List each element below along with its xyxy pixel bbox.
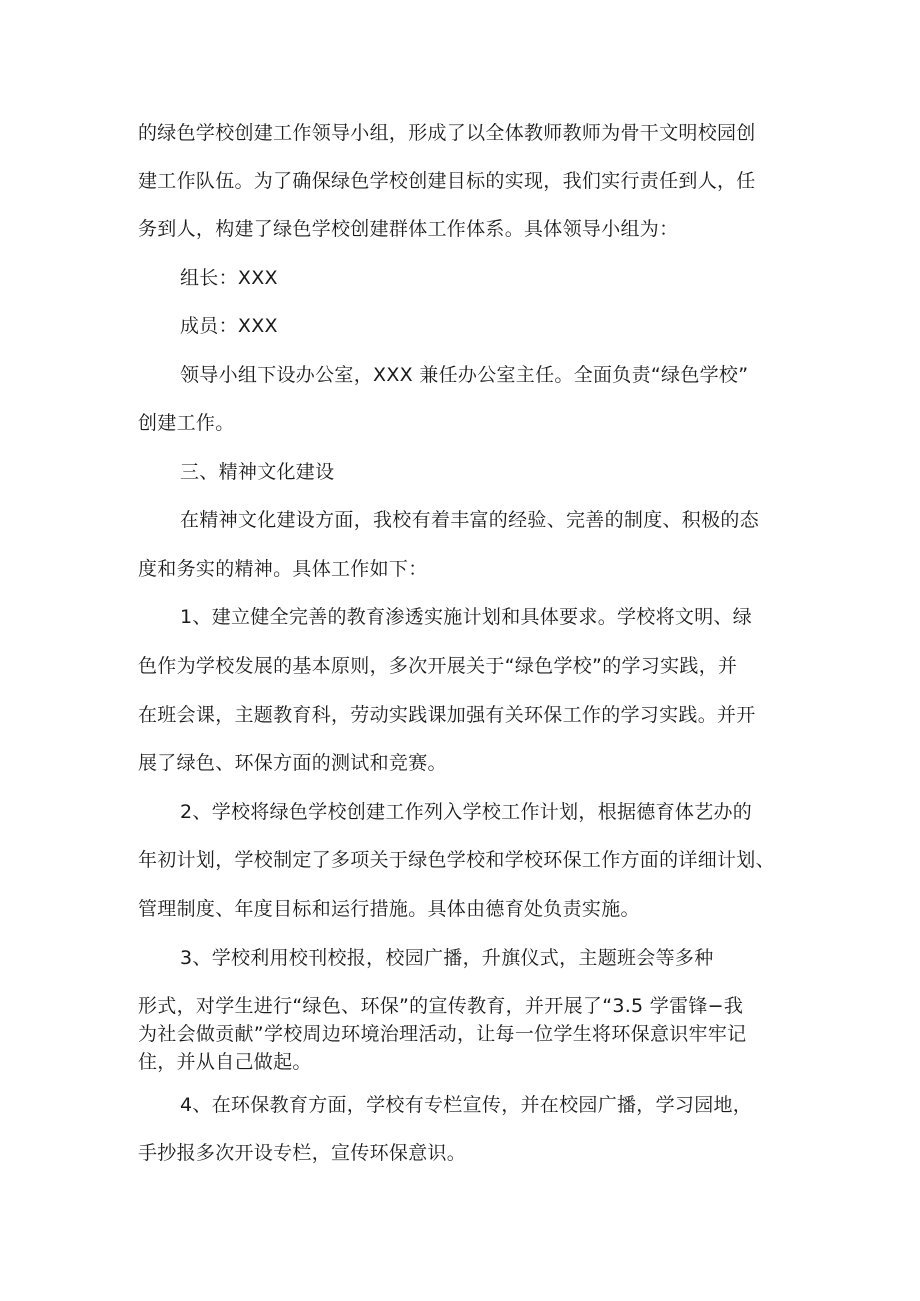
paragraph-line: 在班会课，主题教育科，劳动实践课加强有关环保工作的学习实践。并开 (138, 704, 756, 726)
paragraph-line: 展了绿色、环保方面的测试和竞赛。 (138, 752, 447, 774)
paragraph-line: 管理制度、年度目标和运行措施。具体由德育处负责实施。 (138, 898, 640, 920)
paragraph-line: 色作为学校发展的基本原则，多次开展关于“绿色学校”的学习实践，并 (138, 655, 738, 677)
paragraph-line: 住，并从自己做起。 (138, 1051, 312, 1073)
paragraph-line: 务到人，构建了绿色学校创建群体工作体系。具体领导小组为： (138, 218, 679, 240)
paragraph-line: 手抄报多次开设专栏，宣传环保意识。 (138, 1142, 467, 1164)
list-item-3: 3、学校利用校刊校报，校园广播，升旗仪式，主题班会等多种 (180, 947, 714, 969)
list-item-2: 2、学校将绿色学校创建工作列入学校工作计划，根据德育体艺办的 (180, 801, 753, 823)
paragraph-line: 度和务实的精神。具体工作如下： (138, 558, 428, 580)
list-item-4: 4、在环保教育方面，学校有专栏宣传，并在校园广播，学习园地， (180, 1094, 753, 1116)
leader-line: 组长：XXX (180, 267, 278, 289)
members-line: 成员：XXX (180, 315, 278, 337)
paragraph-line: 年初计划，学校制定了多项关于绿色学校和学校环保工作方面的详细计划、 (138, 849, 775, 871)
paragraph-line: 领导小组下设办公室，XXX 兼任办公室主任。全面负责“绿色学校” (180, 364, 749, 386)
list-item-1: 1、建立健全完善的教育渗透实施计划和具体要求。学校将文明、绿 (180, 606, 753, 628)
paragraph-line: 为社会做贡献”学校周边环境治理活动，让每一位学生将环保意识牢牢记 (138, 1023, 747, 1045)
section-heading: 三、精神文化建设 (180, 461, 335, 483)
paragraph-line: 在精神文化建设方面，我校有着丰富的经验、完善的制度、积极的态 (180, 509, 760, 531)
paragraph-line: 建工作队伍。为了确保绿色学校创建目标的实现，我们实行责任到人，任 (138, 170, 756, 192)
paragraph-line: 的绿色学校创建工作领导小组，形成了以全体教师教师为骨干文明校园创 (138, 122, 756, 144)
paragraph-line: 形式，对学生进行“绿色、环保”的宣传教育，并开展了“3.5 学雷锋−我 (138, 995, 744, 1017)
paragraph-line: 创建工作。 (138, 412, 235, 434)
